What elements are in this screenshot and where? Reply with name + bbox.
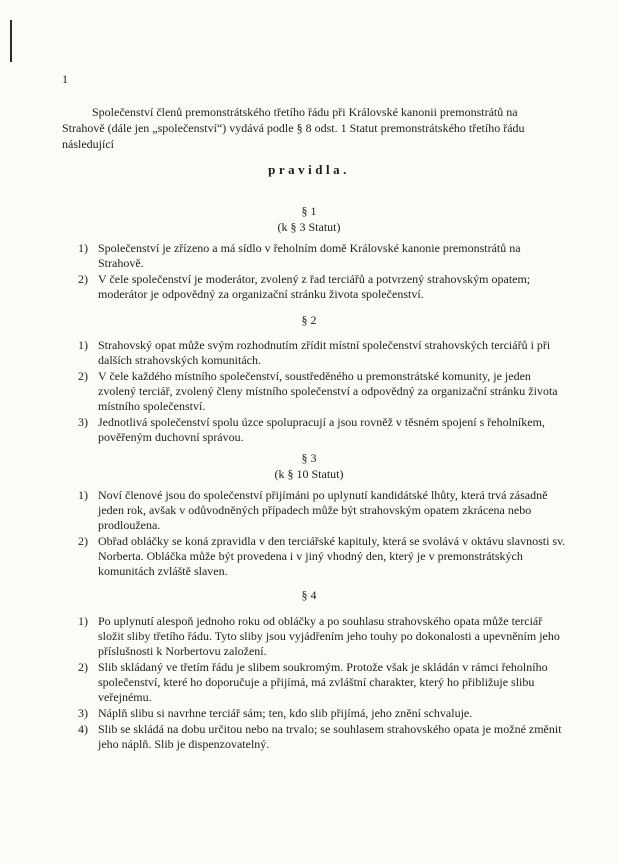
section-2-heading xyxy=(0,312,618,328)
section-2-number: § 2 xyxy=(301,313,317,327)
section-1-list xyxy=(62,241,567,303)
list-item: 4) Slib se skládá na dobu určitou nebo na trvalo; se souhlasem strahovského opata je možné změnit jeho náplň. Slib je dispenzovatelný. xyxy=(78,722,562,751)
section-1-reference: (k § 3 Statut) xyxy=(277,220,341,234)
section-3-list xyxy=(62,488,567,580)
list-item: 1) Po uplynutí alespoň jednoho roku od obláčky a po souhlasu strahovského opata může terciář složit sliby třetího řádu. Tyto sliby jsou vyjádřením jeho touhy po dokonalosti a upevněním jeho příslušnosti k Norbertovu založení. xyxy=(78,614,560,658)
list-item: 3) Jednotlivá společenství spolu úzce spolupracují a jsou rovněž v těsném spojení s řeholníkem, pověřeným duchovní správou. xyxy=(78,415,545,444)
list-item: 1) Strahovský opat může svým rozhodnutím zřídit místní společenství strahovských terciářů i při dalších strahovských komunitách. xyxy=(78,338,551,367)
section-1-heading xyxy=(0,203,618,235)
list-item: 1) Společenství je zřízeno a má sídlo v řeholním domě Královské kanonie premonstrátů na Strahově. xyxy=(78,241,521,270)
list-item: 3) Náplň slibu si navrhne terciář sám; ten, kdo slib přijímá, jeho znění schvaluje. xyxy=(78,706,473,720)
list-item: 2) V čele každého místního společenství, soustředěného u premonstrátské komunity, je jeden zvolený terciář, zvolený členy místního společenství a odpovědný za organizační stránku života místního společenství. xyxy=(78,369,558,413)
intro-line-1: Společenství členů premonstrátského třetího řádu při Královské kanonii premonstrátů na xyxy=(92,105,518,119)
list-item: 2) Obřad obláčky se koná zpravidla v den terciářské kapituly, která se svolává v oktávu slavnosti sv. Norberta. Obláčka může být provedena i v jiný vhodný den, který je v premonstrátských komunitách zvláště slaven. xyxy=(78,534,566,578)
section-3-number: § 3 xyxy=(301,451,317,465)
section-2-list xyxy=(62,338,567,446)
section-4-number: § 4 xyxy=(301,588,317,602)
document-title: pravidla. xyxy=(268,162,350,177)
section-3-heading xyxy=(0,450,618,482)
list-item: 2) V čele společenství je moderátor, zvolený z řad terciářů a potvrzený strahovským opatem; moderátor je odpovědný za organizační stránku života společenství. xyxy=(78,272,531,301)
section-4-list xyxy=(62,614,567,753)
page-number: 1 xyxy=(62,72,68,86)
section-4-heading xyxy=(0,587,618,603)
scan-edge-mark xyxy=(10,20,12,62)
intro-rest: Strahově (dále jen „společenství“) vydává podle § 8 odst. 1 Statut premonstrátského třetího řádu následující xyxy=(62,121,525,151)
section-1-number: § 1 xyxy=(301,204,317,218)
list-item: 1) Noví členové jsou do společenství přijímáni po uplynutí kandidátské lhůty, která trvá zásadně jeden rok, avšak v odůvodněných případech může být strahovským opatem zkrácena nebo prodloužena. xyxy=(78,488,548,532)
list-item: 2) Slib skládaný ve třetím řádu je slibem soukromým. Protože však je skládán v rámci řeholního společenství, které ho doporučuje a přijímá, má zvláštní charakter, který ho přibližuje slibu veřejnému. xyxy=(78,660,548,704)
section-3-reference: (k § 10 Statut) xyxy=(274,467,344,481)
intro-paragraph xyxy=(62,104,557,152)
